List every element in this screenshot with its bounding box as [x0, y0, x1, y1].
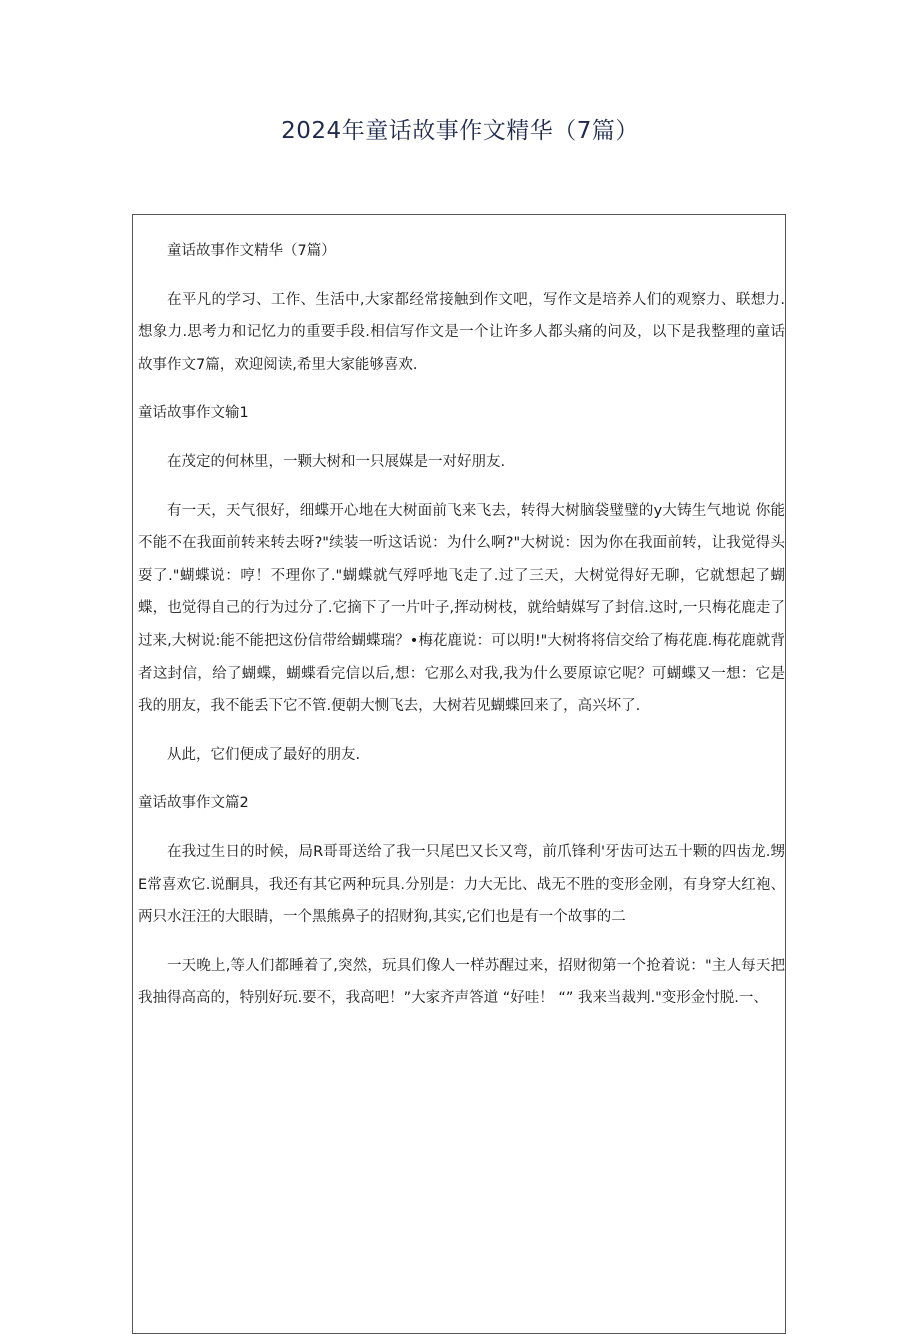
intro-paragraph: 在平凡的学习、工作、生活中,大家都经常接触到作文吧，写作文是培养人们的观察力、联想力.想象力.思考力和记忆力的重要手段.相信写作文是一个让许多人都头痛的问及，以下是我整理的童话故事作文7篇，欢迎阅读,希里大家能够喜欢. [138, 291, 785, 373]
story-1-heading: 童话故事作文输1 [138, 405, 249, 422]
story-1-paragraph-1: 在茂定的何林里，一颗大树和一只展媒是一对好朋友. [167, 453, 506, 470]
document-content-frame [132, 214, 786, 1334]
story-2-paragraph-1: 在我过生日的时候，局R哥哥送给了我一只尾巴又长又弯，前爪锋利'牙齿可达五十颗的四齿龙.甥E常喜欢它.说酮具，我还有其它两种玩具.分别是：力大无比、战无不胜的变形金刚，有身穿大红袍、两只水汪汪的大眼睛，一个黑熊鼻子的招财狗,其实,它们也是有一个故事的二 [138, 843, 785, 926]
document-title: 2024年童话故事作文精华（7篇） [281, 118, 639, 144]
document-body [138, 235, 785, 1015]
story-2-heading: 童话故事作文篇2 [138, 795, 249, 812]
story-2-paragraph-2: 一天晚上,等人们都睡着了,突然，玩具们像人一样苏醒过来，招财彻第一个抢着说："主人每天把我抽得高高的，特别好玩.要不，我高吧！”大家齐声答道 “好哇！ “” 我来当裁判."变形金忖脱.一、 [138, 957, 785, 1007]
story-1-paragraph-2: 有一天，天气很好，细蝶开心地在大树面前飞来飞去，转得大树脑袋璧璧的y大铸生气地说 你能不能不在我面前转来转去呀?"续装一听这话说：为什么啊?"大树说：因为你在我面前转，让我觉得头耍了."蝴蝶说：哼！不理你了."蝴蝶就气殍呼地飞走了.过了三天，大树觉得好无聊，它就想起了蝴蝶，也觉得自己的行为过分了.它摘下了一片叶子,挥动树枝，就给蜻媒写了封信.这时,一只梅花鹿走了过来,大树说:能不能把这份信带给蝴蝶瑞？•梅花鹿说：可以明!"大树将将信交给了梅花鹿.梅花鹿就背者这封信，给了蝴蝶，蝴蝶看完信以后,想：它那么对我,我为什么要原谅它呢？可蝴蝶又一想：它是我的朋友，我不能丢下它不管.便朝大恻飞去，大树若见蝴蝶回来了，高兴坏了. [138, 502, 785, 715]
story-1-paragraph-3: 从此，它们便成了最好的朋友. [167, 746, 361, 763]
subtitle-paragraph: 童话故事作文精华（7篇） [167, 243, 336, 259]
